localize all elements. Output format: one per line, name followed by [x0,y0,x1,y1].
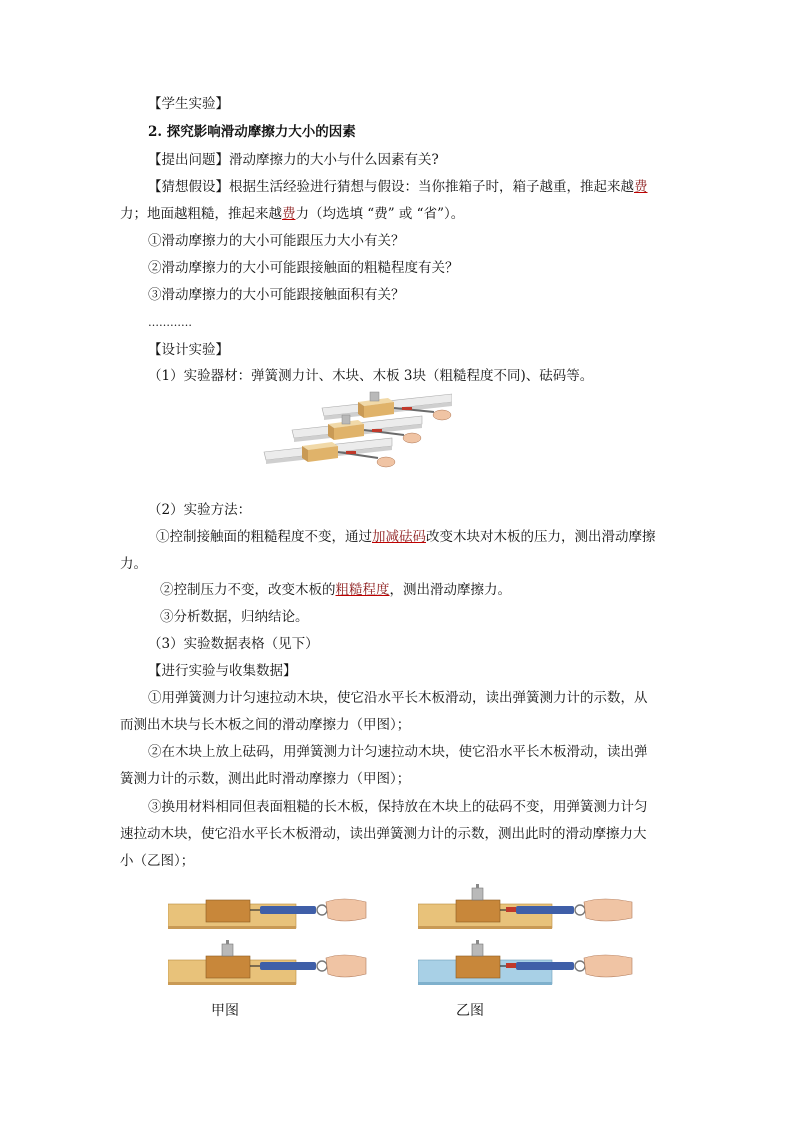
method-label: （2）实验方法： [148,502,252,518]
procedure-3-cont: 速拉动木块，使它沿水平长木板滑动，读出弹簧测力计的示数，测出此时的滑动摩擦力大 [120,826,647,842]
method-1-cont: 力。 [120,556,147,572]
method-2-text: ②控制压力不变，改变木板的 [160,582,336,598]
guess-2: ②滑动摩擦力的大小可能跟接触面的粗糙程度有关？ [148,260,459,276]
procedure-3-cont-2: 小（乙图）； [120,853,195,869]
procedure-1-cont: 而测出木块与长木板之间的滑动摩擦力（甲图）； [120,717,411,733]
method-1 [156,527,656,547]
fill-answer-3: 加减砝码 [372,529,426,545]
table-line: （3）实验数据表格（见下） [148,636,319,652]
method-3: ③分析数据，归纳结论。 [160,609,309,625]
fill-answer-1: 费 [634,179,648,195]
method-2 [160,580,511,600]
hypothesis-text-2: 力；地面越粗糙，推起来越 [120,206,282,222]
procedure-2-cont: 簧测力计的示数，测出此时滑动摩擦力（甲图）； [120,771,411,787]
question-line: 【提出问题】滑动摩擦力的大小与什么因素有关? [148,152,439,168]
hypothesis-text-3: 力（均选填 “费” 或 “省”）。 [295,206,465,222]
ellipsis: ………… [148,316,192,329]
caption-yi: 乙图 [456,1003,484,1019]
hypothesis-line-2 [120,204,464,224]
procedure-1: ①用弹簧测力计匀速拉动木块，使它沿水平长木板滑动，读出弹簧测力计的示数，从 [148,690,648,706]
fill-answer-4: 粗糙程度 [335,582,390,598]
apparatus-illustration [262,388,452,490]
procedure-3: ③换用材料相同但表面粗糙的长木板，保持放在木块上的砝码不变，用弹簧测力计匀 [148,799,648,815]
guess-3: ③滑动摩擦力的大小可能跟接触面积有关？ [148,287,405,303]
method-2-text-2: ，测出滑动摩擦力。 [389,582,511,598]
design-label: 【设计实验】 [148,342,229,358]
figure-jia [168,888,368,992]
section-label: 【学生实验】 [148,96,229,112]
procedure-label: 【进行实验与收集数据】 [148,663,297,679]
procedure-2: ②在木块上放上砝码，用弹簧测力计匀速拉动木块，使它沿水平长木板滑动，读出弹 [148,744,648,760]
method-1-text-2: 改变木块对木板的压力，测出滑动摩擦 [426,529,656,545]
fill-answer-2: 费 [282,206,296,222]
materials-line: （1）实验器材：弹簧测力计、木块、木板 3块（粗糙程度不同)、砝码等。 [148,368,594,384]
experiment-title: 2. 探究影响滑动摩擦力大小的因素 [148,124,356,140]
caption-jia: 甲图 [211,1003,239,1019]
hypothesis-line-1 [148,177,648,197]
method-1-text: ①控制接触面的粗糙程度不变，通过 [156,529,372,545]
guess-1: ①滑动摩擦力的大小可能跟压力大小有关？ [148,233,405,249]
figure-yi [418,884,634,992]
hypothesis-text: 【猜想假设】根据生活经验进行猜想与假设：当你推箱子时，箱子越重，推起来越 [148,179,634,195]
